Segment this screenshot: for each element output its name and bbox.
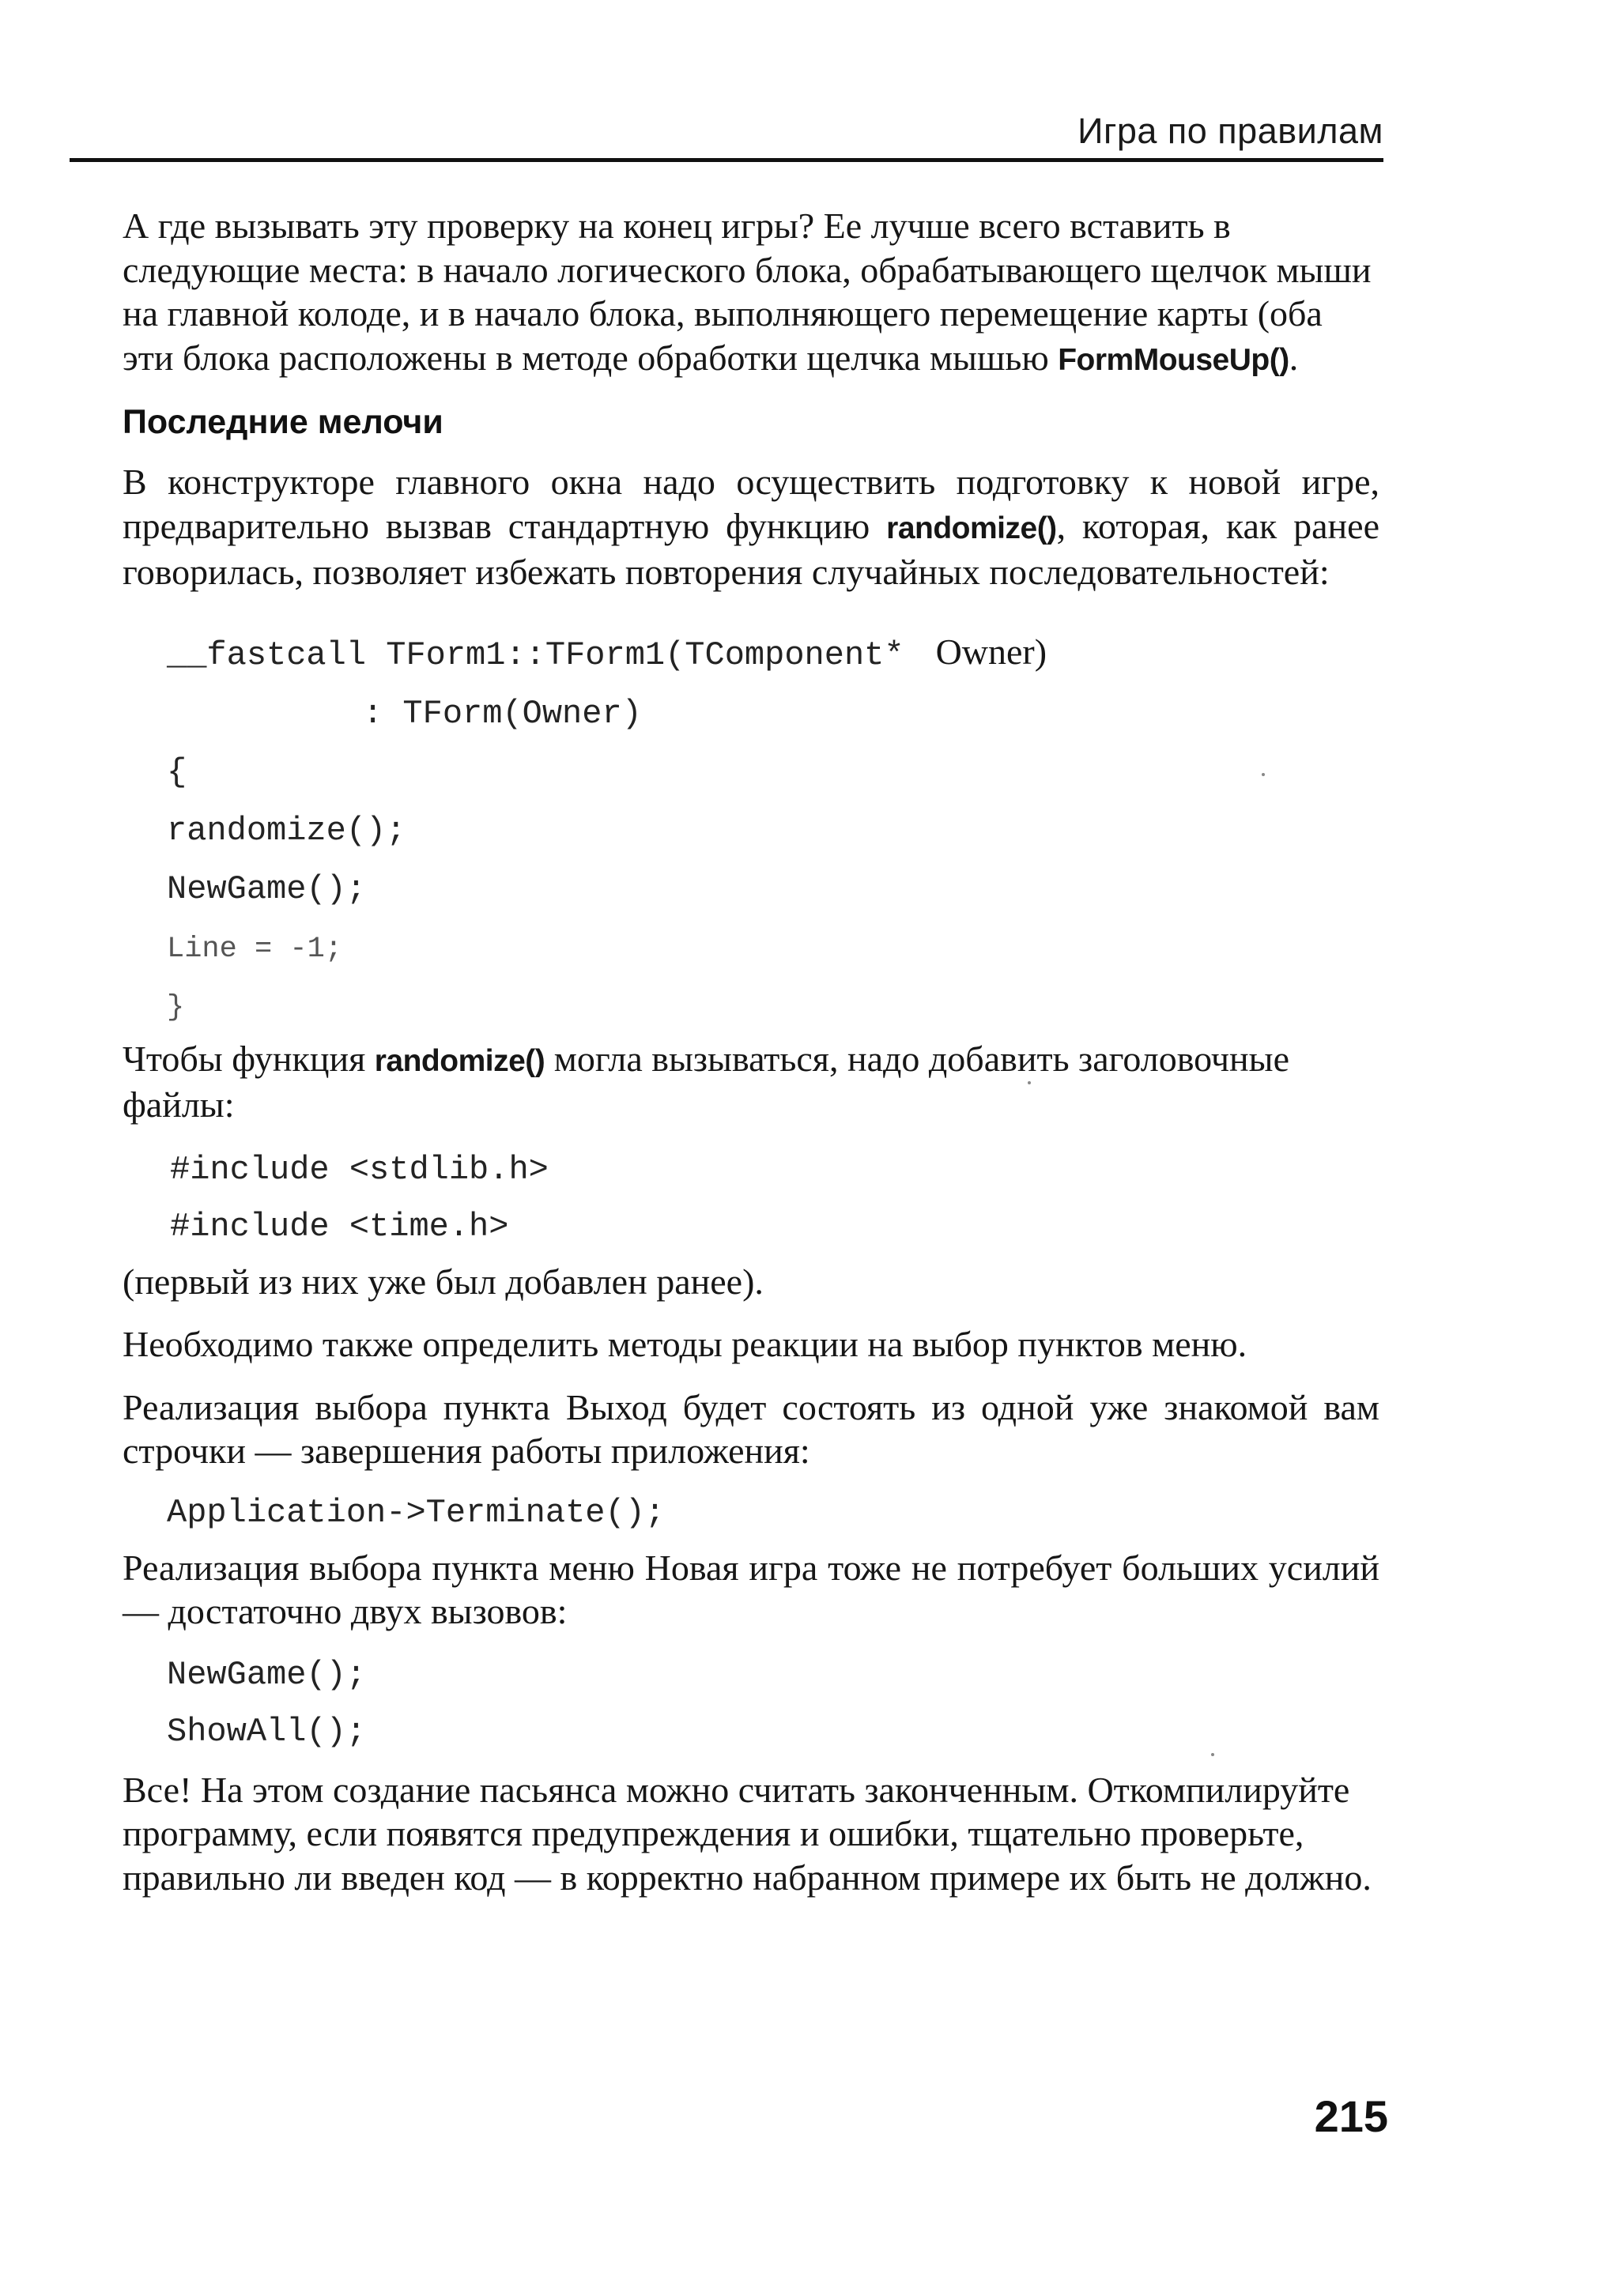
paragraph-text-end: , которая, как ранее говорилась, позволяет избежать повторения случайных последовательностей: [123,505,1379,592]
paragraph-text: В конструкторе главного окна надо осуществить подготовку к новой игре, предварительно вызвав стандартную функцию [123,462,1379,546]
code-line: NewGame(); [167,869,367,908]
scan-speck [1211,1753,1214,1756]
code-line: NewGame(); [167,1655,367,1694]
code-line: } [167,990,185,1024]
inline-code-formmouseup: FormMouseUp() [1058,342,1289,377]
paragraph-includes-intro [123,1037,1379,1127]
code-line: Line = -1; [167,932,343,966]
paragraph-text: А где вызывать эту проверку на конец игры? Ее лучше всего вставить в следующие места: в начало логического блока, обрабатывающего щелчок мыши на главной колоде, и в начало блока, выполняющего перемещение карты (оба эти блока расположены в методе обработки щелчка мышью [123,205,1372,378]
paragraph-end-game-check [123,204,1379,382]
section-heading: Последние мелочи [123,403,443,441]
paragraph-conclusion: Все! На этом создание пасьянса можно считать законченным. Откомпилируйте программу, если появятся предупреждения и ошибки, тщательно проверьте, правильно ли введен код — в корректно набранном примере их быть не должно. [123,1769,1372,1898]
code-line: randomize(); [167,811,406,850]
paragraph-text-end: . [1289,337,1299,378]
code-line: : TForm(Owner) [363,694,642,733]
code-block-terminate [123,1481,1379,1538]
paragraph-text-end: могла вызываться, надо добавить заголовочные файлы: [123,1038,1289,1125]
page-number: 215 [1314,2091,1388,2141]
code-line: #include <time.h> [170,1207,509,1246]
code-line: { [167,752,187,791]
code-line-tail: Owner) [935,631,1047,672]
header-rule [70,158,1383,162]
paragraph-exit-item: Реализация выбора пункта Выход будет состоять из одной уже знакомой вам строчки — завершения работы приложения: [123,1386,1379,1471]
inline-code-randomize-2: randomize() [374,1043,545,1078]
scan-speck [1262,773,1265,776]
code-line: Application->Terminate(); [167,1493,666,1532]
code-block-includes [123,1138,1379,1252]
inline-code-randomize: randomize() [886,511,1057,545]
code-block-new-game [123,1643,1379,1757]
scan-speck [1028,1081,1031,1084]
code-line: ShowAll(); [167,1712,367,1751]
paragraph-new-game-item: Реализация выбора пункта меню Новая игра тоже не потребует больших усилий — достаточно двух вызовов: [123,1547,1379,1631]
paragraph-menu-methods: Необходимо также определить методы реакции на выбор пунктов меню. [123,1324,1247,1364]
page-body [123,204,1379,1899]
code-block-constructor [123,623,1379,1032]
paragraph-text: Чтобы функция [123,1038,366,1079]
code-line: __fastcall TForm1::TForm1(TComponent* [167,635,904,674]
running-header: Игра по правилам [1077,111,1383,151]
code-line: #include <stdlib.h> [170,1150,549,1189]
paragraph-constructor [123,460,1379,594]
paragraph-first-added: (первый из них уже был добавлен ранее). [123,1261,764,1302]
